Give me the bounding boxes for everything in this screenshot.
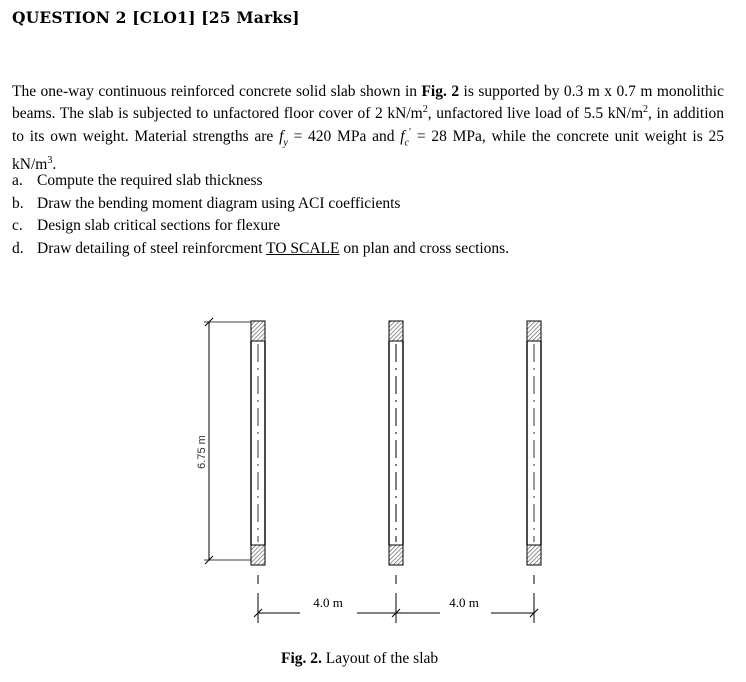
column-top [527, 321, 541, 341]
fc-subscript: c [404, 136, 409, 148]
caption-text: Layout of the slab [321, 650, 439, 667]
question-title: QUESTION 2 [CLO1] [25 Marks] [12, 8, 300, 27]
column-bottom [527, 545, 541, 565]
column-bottom [251, 545, 265, 565]
task-list [12, 170, 509, 260]
task-text: Compute the required slab thickness [37, 172, 263, 189]
statement-text-6: = 28 MPa, while the concrete unit weight is 25 kN/m [12, 127, 724, 174]
statement-text-7: . [52, 156, 57, 174]
span-2-label: 4.0 m [449, 595, 479, 610]
task-item-d [12, 238, 509, 261]
span-1-label: 4.0 m [313, 595, 343, 610]
task-marker: b. [12, 194, 24, 212]
statement-text-1: The one-way continuous reinforced concrete solid slab shown in [12, 82, 422, 100]
task-text: on plan and cross sections. [339, 239, 510, 257]
column-top [389, 321, 403, 341]
task-marker: d. [12, 239, 24, 257]
problem-statement [12, 83, 724, 176]
statement-text-2: is supported by 0.3 m x 0.7 m monolithic beams. The slab is subjected to unfactored floor cover of 2 kN/m [12, 82, 724, 123]
slab-layout-figure [0, 300, 746, 640]
statement-text-5: = 420 MPa and [287, 127, 401, 145]
beam-middle [389, 321, 403, 565]
figure-reference: Fig. 2 [421, 82, 460, 100]
caption-label: Fig. 2. [281, 650, 322, 667]
task-item-c [12, 215, 509, 238]
column-bottom [389, 545, 403, 565]
beam-right [527, 321, 541, 565]
task-marker: c. [12, 217, 23, 234]
statement-text-4: , in addition to its own weight. Material strengths are [12, 105, 724, 145]
task-text: Draw the bending moment diagram using ACI coefficients [37, 194, 401, 212]
task-text: Design slab critical sections for flexure [37, 217, 281, 234]
task-item-a [12, 170, 509, 193]
statement-text-3: , unfactored live load of 5.5 kN/m [427, 105, 644, 123]
task-marker: a. [12, 172, 23, 189]
superscript-2: 2 [422, 104, 428, 115]
fc-prime: ′ [408, 126, 412, 138]
height-label: 6.75 m [196, 435, 208, 469]
superscript-3: 3 [47, 155, 53, 167]
span-dimension [254, 593, 538, 623]
task-item-b [12, 193, 509, 216]
fc-symbol: f [400, 127, 405, 145]
figure-caption [281, 650, 438, 668]
height-dimension [196, 318, 251, 564]
task-text-underlined: TO SCALE [266, 239, 340, 257]
superscript-2b: 2 [643, 104, 649, 115]
task-text: Draw detailing of steel reinforcment [37, 239, 267, 257]
fy-symbol: f [279, 127, 284, 145]
column-top [251, 321, 265, 341]
fy-subscript: y [283, 136, 288, 148]
beam-left [251, 321, 265, 565]
